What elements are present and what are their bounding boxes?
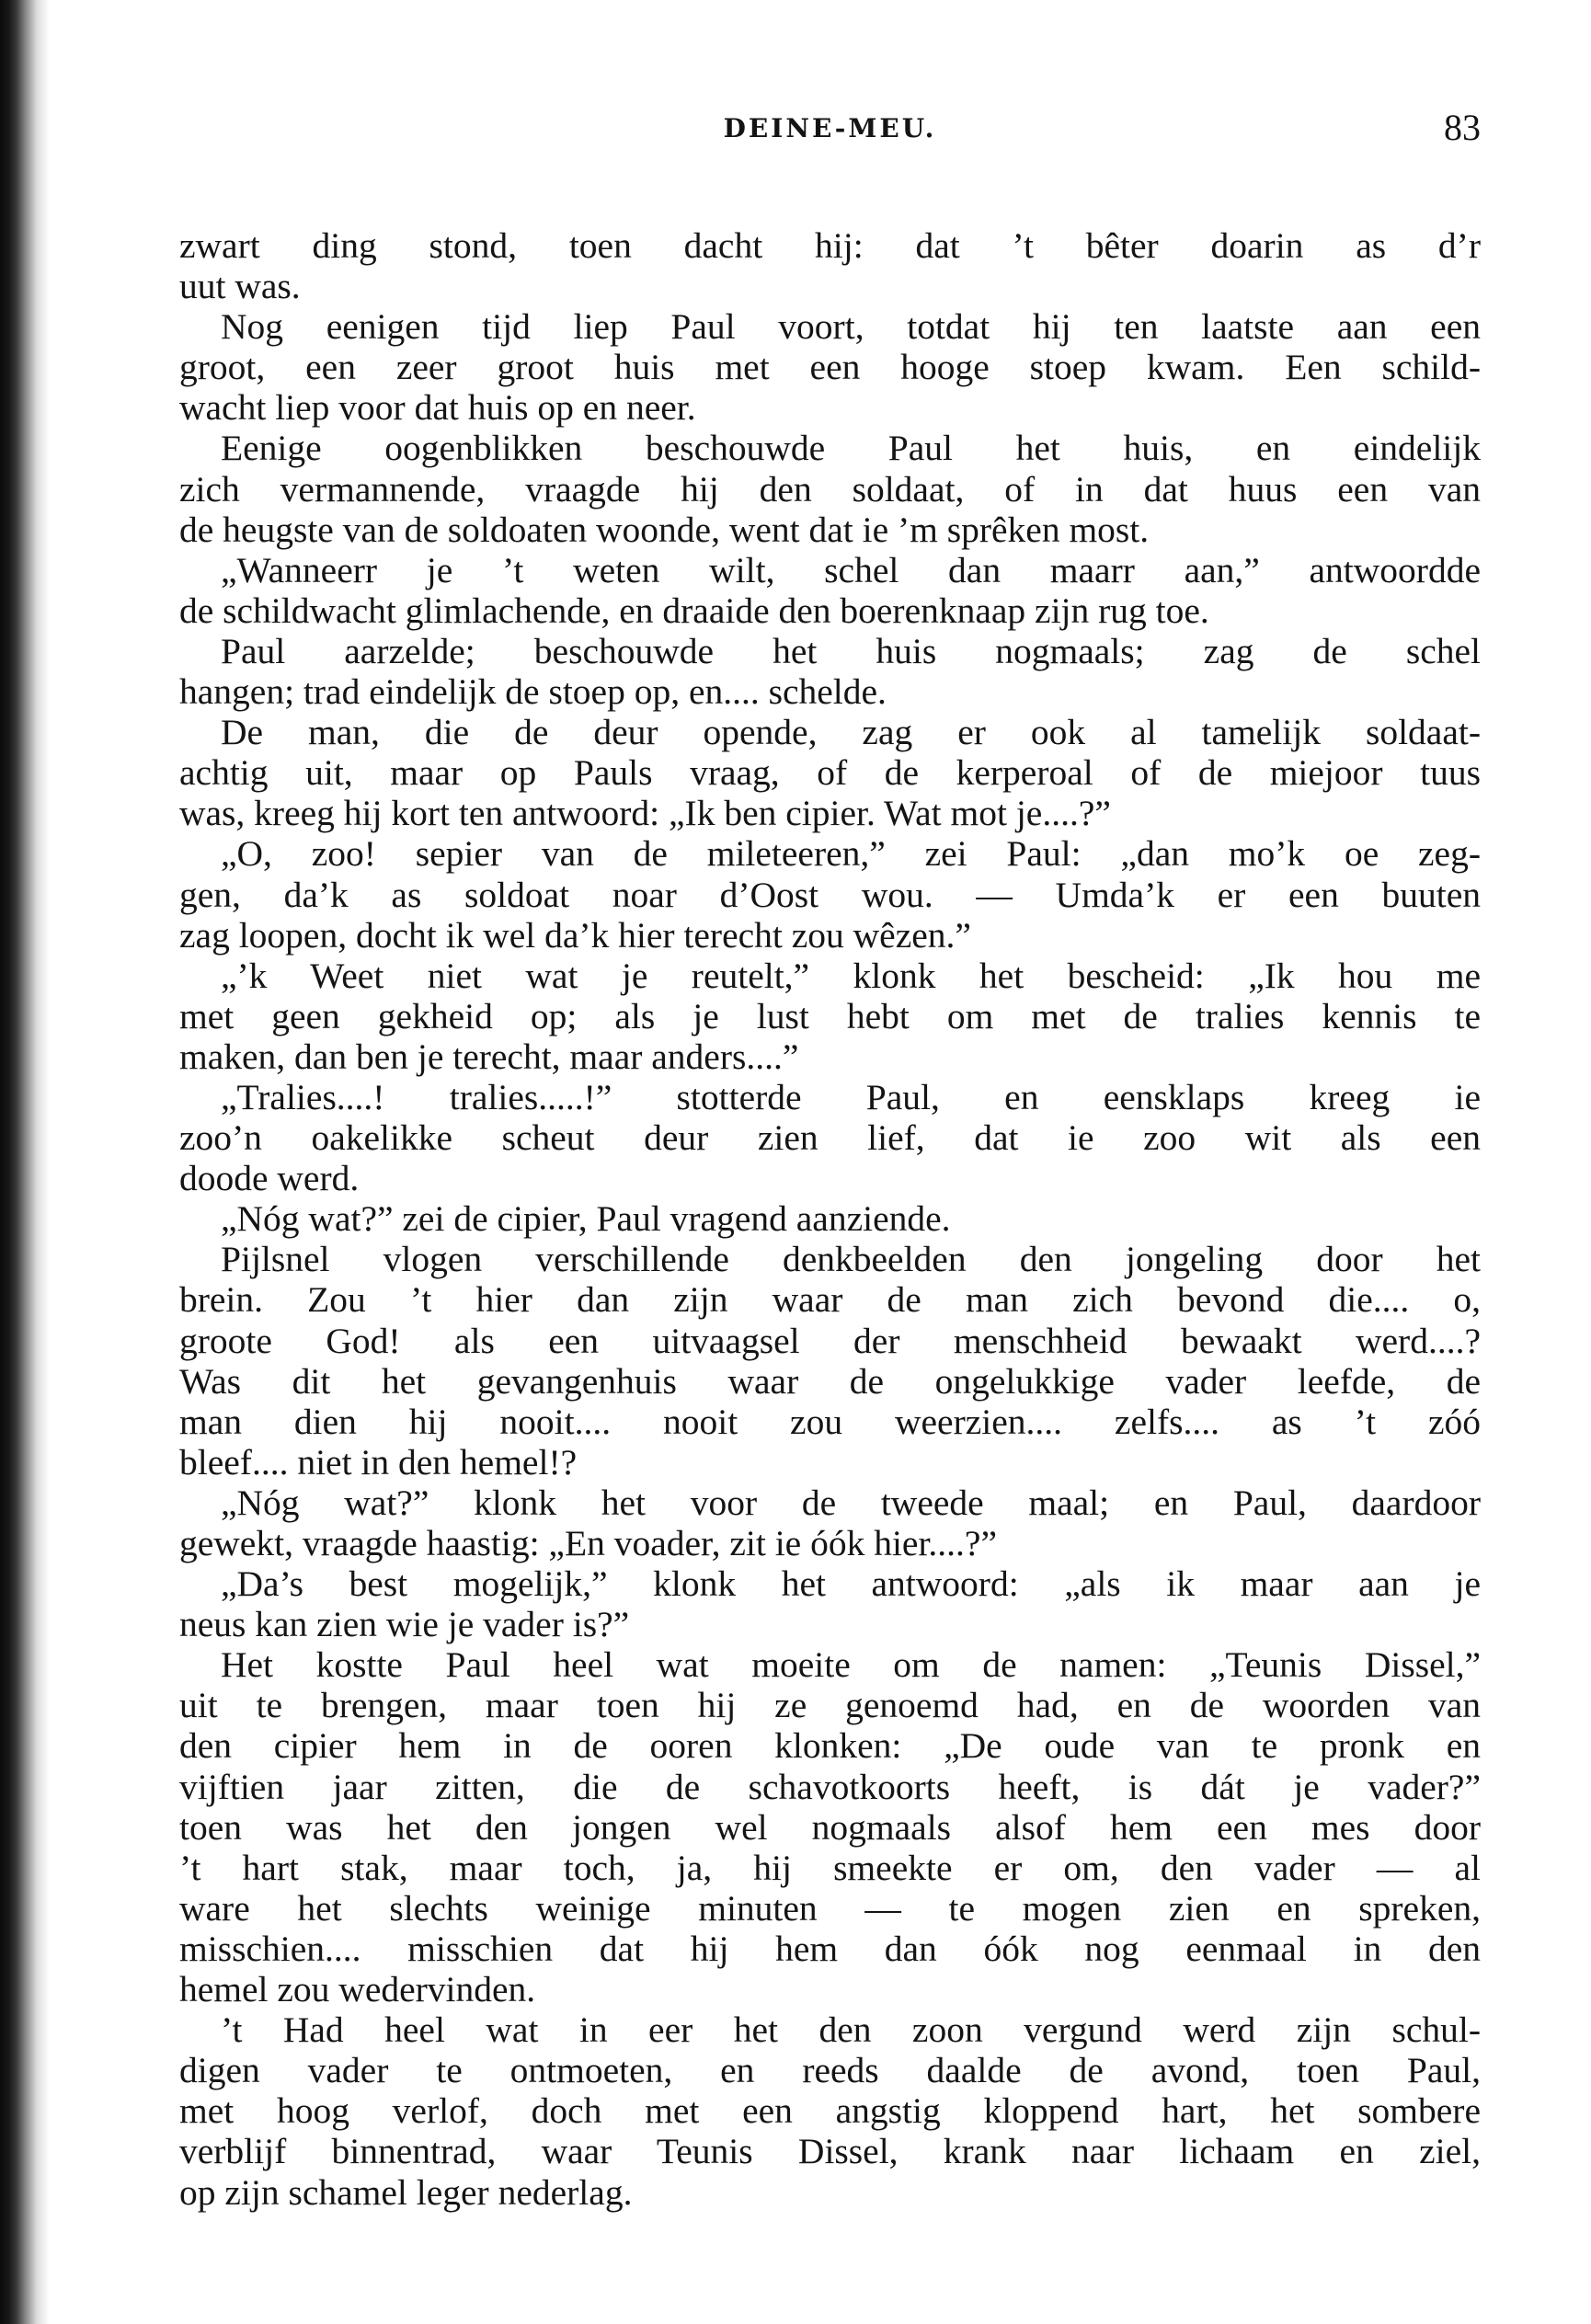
running-head <box>179 106 1481 170</box>
text-line: achtig uit, maar op Pauls vraag, of de kerperoal of de miejoor tuus <box>179 752 1481 794</box>
text-line: op zijn schamel leger nederlag. <box>179 2171 633 2213</box>
body-text <box>179 225 1481 2213</box>
text-line: „’k Weet niet wat je reutelt,” klonk het bescheid: „Ik hou me <box>221 955 1481 996</box>
text-line: den cipier hem in de ooren klonken: „De oude van te pronk en <box>179 1725 1481 1767</box>
text-line: misschien.... misschien dat hij hem dan óók nog eenmaal in den <box>179 1928 1481 1969</box>
text-line: Pijlsnel vlogen verschillende denkbeelden den jongeling door het <box>221 1239 1481 1280</box>
text-line: ’t hart stak, maar toch, ja, hij smeekte er om, den vader — al <box>179 1847 1481 1888</box>
text-line: „Tralies....! tralies.....!” stotterde Paul, en eensklaps kreeg ie <box>221 1076 1481 1117</box>
text-line: ware het slechts weinige minuten — te mogen zien en spreken, <box>179 1887 1481 1929</box>
text-line: „Wanneerr je ’t weten wilt, schel dan maarr aan,” antwoordde <box>221 549 1481 590</box>
text-line: uit te brengen, maar toen hij ze genoemd had, en de woorden van <box>179 1685 1481 1726</box>
text-line: Het kostte Paul heel wat moeite om de namen: „Teunis Dissel,” <box>221 1644 1481 1686</box>
text-line: met hoog verlof, doch met een angstig kloppend hart, het sombere <box>179 2090 1481 2132</box>
text-line: met geen gekheid op; als je lust hebt om met de tralies kennis te <box>179 995 1481 1036</box>
text-line: De man, die de deur opende, zag er ook al tamelijk soldaat- <box>221 712 1481 753</box>
text-line: neus kan zien wie je vader is?” <box>179 1604 630 1645</box>
text-line: digen vader te ontmoeten, en reeds daalde de avond, toen Paul, <box>179 2050 1481 2091</box>
text-line: de schildwacht glimlachende, en draaide den boerenknaap zijn rug toe. <box>179 590 1209 631</box>
text-line: zich vermannende, vraagde hij den soldaat, of in dat huus een van <box>179 468 1481 509</box>
text-line: zag loopen, docht ik wel da’k hier terecht zou wêzen.” <box>179 914 971 956</box>
text-line: „Da’s best mogelijk,” klonk het antwoord: „als ik maar aan je <box>221 1563 1481 1605</box>
text-line: Nog eenigen tijd liep Paul voort, totdat hij ten laatste aan een <box>221 306 1481 348</box>
text-line: doode werd. <box>179 1158 360 1199</box>
text-line: groote God! als een uitvaagsel der menschheid bewaakt werd....? <box>179 1320 1481 1361</box>
text-line: zoo’n oakelikke scheut deur zien lief, dat ie zoo wit als een <box>179 1117 1481 1159</box>
text-line: maken, dan ben je terecht, maar anders....” <box>179 1036 799 1077</box>
text-line: toen was het den jongen wel nogmaals alsof hem een mes door <box>179 1806 1481 1848</box>
text-line: vijftien jaar zitten, die de schavotkoorts heeft, is dát je vader?” <box>179 1766 1481 1807</box>
text-line: „Nóg wat?” klonk het voor de tweede maal; en Paul, daardoor <box>221 1482 1481 1523</box>
text-line: Paul aarzelde; beschouwde het huis nogmaals; zag de schel <box>221 630 1481 671</box>
text-line: man dien hij nooit.... nooit zou weerzien.... zelfs.... as ’t zóó <box>179 1401 1481 1442</box>
text-line: uut was. <box>179 266 301 307</box>
text-line: zwart ding stond, toen dacht hij: dat ’t bêter doarin as d’r <box>179 225 1481 266</box>
text-line: „O, zoo! sepier van de mileteeren,” zei Paul: „dan mo’k oe zeg- <box>221 833 1481 875</box>
book-page <box>179 106 1481 2213</box>
text-line: groot, een zeer groot huis met een hooge stoep kwam. Een schild- <box>179 347 1481 388</box>
text-line: wacht liep voor dat huis op en neer. <box>179 387 696 429</box>
text-line: brein. Zou ’t hier dan zijn waar de man zich bevond die.... o, <box>179 1279 1481 1321</box>
text-line: gen, da’k as soldoat noar d’Oost wou. — Umda’k er een buuten <box>179 874 1481 915</box>
text-line: gewekt, vraagde haastig: „En voader, zit ie óók hier....?” <box>179 1523 998 1563</box>
running-title: DEINE-MEU. <box>723 113 937 143</box>
text-line: Was dit het gevangenhuis waar de ongelukkige vader leefde, de <box>179 1360 1481 1402</box>
text-line: ’t Had heel wat in eer het den zoon vergund werd zijn schul- <box>221 2009 1481 2051</box>
page-number: 83 <box>1444 107 1481 148</box>
text-line: hemel zou wedervinden. <box>179 1969 536 2010</box>
book-binding-edge <box>0 0 50 2324</box>
text-line: hangen; trad eindelijk de stoep op, en.... schelde. <box>179 671 887 713</box>
text-line: bleef.... niet in den hemel!? <box>179 1441 578 1483</box>
text-line: „Nóg wat?” zei de cipier, Paul vragend aanziende. <box>221 1198 951 1240</box>
text-line: Eenige oogenblikken beschouwde Paul het huis, en eindelijk <box>221 428 1481 469</box>
text-line: was, kreeg hij kort ten antwoord: „Ik ben cipier. Wat mot je....?” <box>179 793 1111 834</box>
text-line: verblijf binnentrad, waar Teunis Dissel, krank naar lichaam en ziel, <box>179 2131 1481 2172</box>
text-line: de heugste van de soldoaten woonde, went dat ie ’m sprêken most. <box>179 509 1150 550</box>
